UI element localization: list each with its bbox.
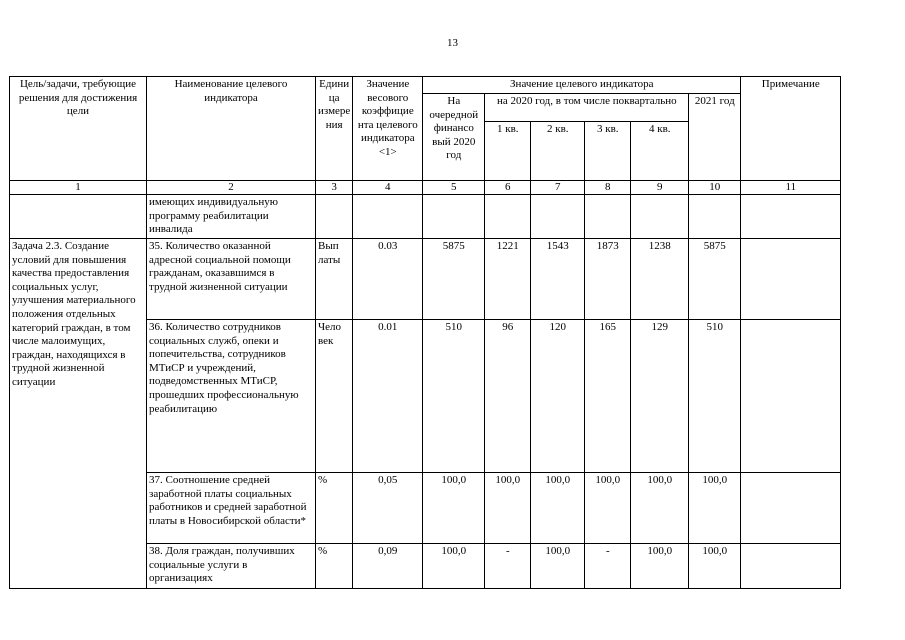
col-number: 6 bbox=[485, 181, 531, 195]
header-target-value: Значение целевого индикатора bbox=[423, 77, 741, 94]
q4-cell: 129 bbox=[631, 320, 689, 473]
q2-cell: 120 bbox=[531, 320, 585, 473]
q1-cell: 96 bbox=[485, 320, 531, 473]
unit-cell: Чело век bbox=[316, 320, 353, 473]
unit-cell bbox=[316, 195, 353, 239]
note-cell bbox=[741, 473, 841, 544]
note-cell bbox=[741, 195, 841, 239]
goal-cell-empty bbox=[10, 195, 147, 239]
q2-cell: 100,0 bbox=[531, 473, 585, 544]
header-q2: 2 кв. bbox=[531, 122, 585, 181]
col-number: 3 bbox=[316, 181, 353, 195]
indicators-table bbox=[9, 76, 841, 589]
col-number: 2 bbox=[147, 181, 316, 195]
col-number: 7 bbox=[531, 181, 585, 195]
fin2020-cell: 5875 bbox=[423, 239, 485, 320]
indicator-cell: 38. Доля граждан, получивших социальные услуги в организациях bbox=[147, 544, 316, 589]
col-number: 8 bbox=[585, 181, 631, 195]
header-note: Примечание bbox=[741, 77, 841, 181]
weight-cell: 0.01 bbox=[353, 320, 423, 473]
weight-cell: 0,05 bbox=[353, 473, 423, 544]
indicator-cell: 36. Количество сотрудников социальных служб, опеки и попечительства, сотрудников МТиСР и учреждений, подведомственных МТиСР, прошедших профессиональную реабилитацию bbox=[147, 320, 316, 473]
fin2020-cell: 100,0 bbox=[423, 544, 485, 589]
q3-cell: 1873 bbox=[585, 239, 631, 320]
fin2020-cell: 100,0 bbox=[423, 473, 485, 544]
weight-cell: 0,09 bbox=[353, 544, 423, 589]
table-row bbox=[10, 195, 841, 239]
unit-cell: % bbox=[316, 473, 353, 544]
note-cell bbox=[741, 239, 841, 320]
note-cell bbox=[741, 320, 841, 473]
header-2020-quarters: на 2020 год, в том числе поквартально bbox=[485, 94, 689, 122]
y2021-cell: 5875 bbox=[689, 239, 741, 320]
col-number: 10 bbox=[689, 181, 741, 195]
task-cell: Задача 2.3. Создание условий для повышения качества предоставления социальных услуг, улучшения материального положения отдельных категорий граждан, в том числе малоимущих, граждан, находящихся в трудной жизненной ситуации bbox=[10, 239, 147, 589]
page-number: 13 bbox=[447, 37, 458, 49]
col-number: 9 bbox=[631, 181, 689, 195]
column-number-row bbox=[10, 181, 841, 195]
weight-cell bbox=[353, 195, 423, 239]
q1-cell bbox=[485, 195, 531, 239]
q2-cell bbox=[531, 195, 585, 239]
col-number: 1 bbox=[10, 181, 147, 195]
q4-cell: 1238 bbox=[631, 239, 689, 320]
q3-cell: 165 bbox=[585, 320, 631, 473]
col-number: 4 bbox=[353, 181, 423, 195]
note-cell bbox=[741, 544, 841, 589]
fin2020-cell: 510 bbox=[423, 320, 485, 473]
y2021-cell: 100,0 bbox=[689, 473, 741, 544]
header-q1: 1 кв. bbox=[485, 122, 531, 181]
header-q4: 4 кв. bbox=[631, 122, 689, 181]
header-indicator-name: Наименование целевого индикатора bbox=[147, 77, 316, 181]
fin2020-cell bbox=[423, 195, 485, 239]
unit-cell: Вып латы bbox=[316, 239, 353, 320]
indicator-cell: 35. Количество оказанной адресной социальной помощи гражданам, оказавшимся в трудной жизненной ситуации bbox=[147, 239, 316, 320]
indicator-cell: 37. Соотношение средней заработной платы социальных работников и средней заработной платы в Новосибирской области* bbox=[147, 473, 316, 544]
header-2021: 2021 год bbox=[689, 94, 741, 181]
y2021-cell: 510 bbox=[689, 320, 741, 473]
header-goal: Цель/задачи, требующие решения для достижения цели bbox=[10, 77, 147, 181]
y2021-cell: 100,0 bbox=[689, 544, 741, 589]
header-unit: Едини ца измере ния bbox=[316, 77, 353, 181]
col-number: 11 bbox=[741, 181, 841, 195]
q2-cell: 1543 bbox=[531, 239, 585, 320]
q4-cell bbox=[631, 195, 689, 239]
q2-cell: 100,0 bbox=[531, 544, 585, 589]
weight-cell: 0.03 bbox=[353, 239, 423, 320]
indicator-cell: имеющих индивидуальную программу реабилитации инвалида bbox=[147, 195, 316, 239]
q3-cell: - bbox=[585, 544, 631, 589]
q1-cell: 1221 bbox=[485, 239, 531, 320]
header-next-fin-year: На очередной финансо вый 2020 год bbox=[423, 94, 485, 181]
unit-cell: % bbox=[316, 544, 353, 589]
q3-cell bbox=[585, 195, 631, 239]
table-row bbox=[10, 239, 841, 320]
q1-cell: 100,0 bbox=[485, 473, 531, 544]
q1-cell: - bbox=[485, 544, 531, 589]
q3-cell: 100,0 bbox=[585, 473, 631, 544]
col-number: 5 bbox=[423, 181, 485, 195]
q4-cell: 100,0 bbox=[631, 473, 689, 544]
header-weight: Значение весового коэффицие нта целевого индикатора <1> bbox=[353, 77, 423, 181]
q4-cell: 100,0 bbox=[631, 544, 689, 589]
header-q3: 3 кв. bbox=[585, 122, 631, 181]
y2021-cell bbox=[689, 195, 741, 239]
